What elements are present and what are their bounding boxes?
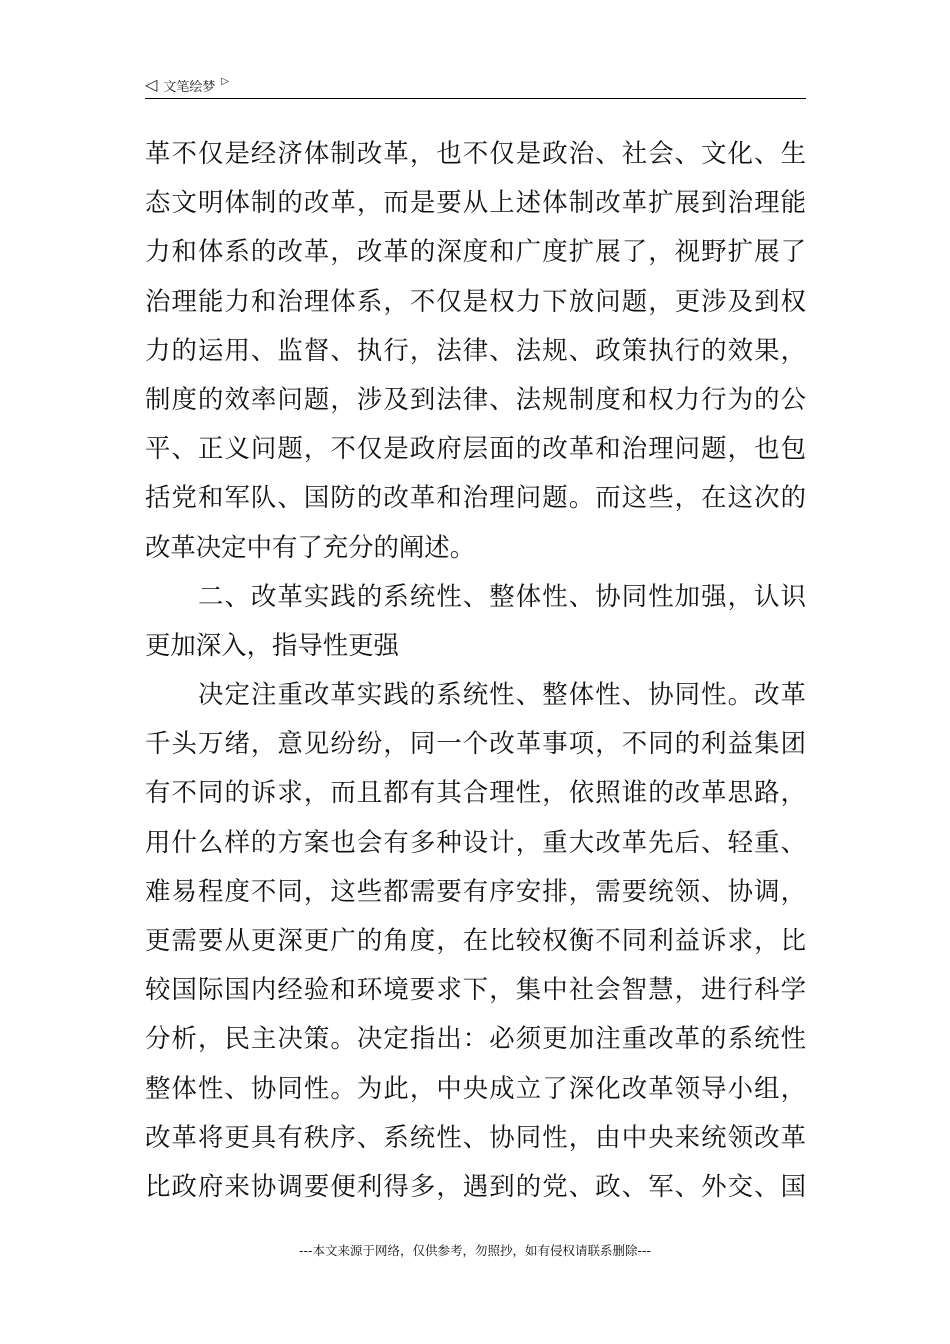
footer-disclaimer: ---本文来源于网络，仅供参考，勿照抄，如有侵权请联系删除---: [298, 1243, 652, 1258]
body-line: 括党和军队、国防的改革和治理问题。而这些，在这次的: [145, 482, 806, 513]
body-line: 更需要从更深更广的角度，在比较权衡不同利益诉求，比: [145, 925, 806, 955]
body-line: 用什么样的方案也会有多种设计，重大改革先后、轻重、: [145, 826, 806, 857]
body-line: 改革将更具有秩序、系统性、协同性，由中央来统领改革: [145, 1121, 806, 1152]
section-heading-line: 二、改革实践的系统性、整体性、协同性加强，认识: [198, 580, 806, 611]
document-body: [145, 129, 806, 1211]
body-line: 分析，民主决策。决定指出：必须更加注重改革的系统性: [145, 1023, 806, 1054]
body-line: 有不同的诉求，而且都有其合理性，依照谁的改革思路，: [145, 777, 806, 808]
body-line: 治理能力和治理体系，不仅是权力下放问题，更涉及到权: [145, 285, 806, 316]
body-line: 态文明体制的改革，而是要从上述体制改革扩展到治理能: [145, 187, 806, 218]
body-line: 力的运用、监督、执行，法律、法规、政策执行的效果，: [145, 334, 806, 365]
body-line: 难易程度不同，这些都需要有序安排，需要统领、协调，: [145, 875, 806, 906]
body-line: 比政府来协调要便利得多，遇到的党、政、军、外交、国: [145, 1170, 806, 1201]
body-line: 革不仅是经济体制改革，也不仅是政治、社会、文化、生: [145, 138, 806, 168]
body-line: 平、正义问题，不仅是政府层面的改革和治理问题，也包: [145, 433, 806, 464]
section-heading-line: 更加深入，指导性更强: [145, 629, 399, 660]
right-triangle-icon: ▷: [221, 76, 230, 87]
body-line: 决定注重改革实践的系统性、整体性、协同性。改革: [198, 679, 806, 710]
page-header: [145, 72, 806, 98]
body-line: 较国际国内经验和环境要求下，集中社会智慧，进行科学: [145, 974, 806, 1005]
body-line: 制度的效率问题，涉及到法律、法规制度和权力行为的公: [145, 383, 806, 414]
left-triangle-icon: ◁: [145, 75, 158, 94]
body-line: 力和体系的改革，改革的深度和广度扩展了，视野扩展了: [145, 236, 806, 267]
body-line: 千头万绪，意见纷纷，同一个改革事项，不同的利益集团: [145, 728, 806, 759]
header-title: 文笔绘梦: [163, 79, 216, 95]
body-line: 整体性、协同性。为此，中央成立了深化改革领导小组，: [145, 1072, 806, 1103]
body-line: 改革决定中有了充分的阐述。: [145, 531, 476, 562]
header-divider: [145, 98, 806, 99]
